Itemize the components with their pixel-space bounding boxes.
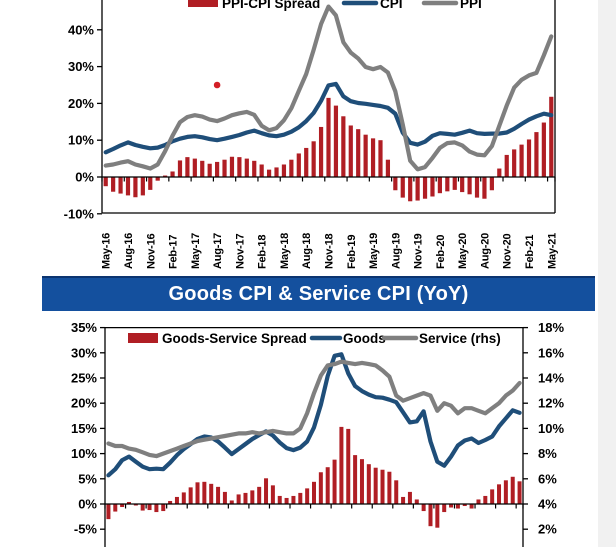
svg-text:-10%: -10%	[63, 206, 94, 222]
svg-text:Aug-18: Aug-18	[301, 232, 314, 269]
svg-text:Aug-20: Aug-20	[479, 232, 492, 269]
svg-text:-5%: -5%	[73, 521, 97, 537]
y-axis-right	[523, 320, 564, 537]
svg-text:Aug-16: Aug-16	[123, 232, 135, 269]
svg-text:May-17: May-17	[189, 232, 202, 269]
svg-text:8%: 8%	[538, 446, 557, 462]
svg-text:0%: 0%	[78, 496, 97, 512]
svg-text:Feb-18: Feb-18	[256, 234, 269, 269]
svg-text:12%: 12%	[538, 395, 565, 411]
svg-text:14%: 14%	[538, 370, 565, 386]
legend	[188, 0, 482, 11]
svg-text:Feb-19: Feb-19	[345, 234, 358, 269]
x-axis-labels	[101, 233, 559, 269]
svg-text:25%: 25%	[70, 370, 97, 386]
y-axis-left	[71, 320, 105, 537]
svg-text:CPI: CPI	[380, 0, 403, 11]
svg-text:Aug-17: Aug-17	[212, 232, 225, 269]
svg-text:May-20: May-20	[457, 232, 470, 269]
goods-service-chart	[0, 311, 616, 547]
svg-text:10%: 10%	[67, 132, 94, 148]
x-axis	[102, 177, 555, 182]
svg-text:PPI: PPI	[460, 0, 482, 11]
svg-text:40%: 40%	[67, 22, 94, 38]
svg-text:6%: 6%	[538, 471, 557, 487]
plot-border	[105, 328, 523, 547]
chart-title-banner	[42, 276, 595, 311]
svg-text:Goods: Goods	[343, 331, 386, 346]
svg-text:5%: 5%	[78, 471, 97, 487]
svg-text:18%: 18%	[538, 320, 565, 336]
svg-text:Nov-17: Nov-17	[234, 233, 247, 269]
svg-text:Feb-21: Feb-21	[524, 234, 536, 269]
outlier-dot	[214, 82, 221, 89]
goods-service-chart-svg	[0, 311, 616, 547]
svg-text:Nov-16: Nov-16	[145, 233, 158, 269]
svg-text:Nov-19: Nov-19	[412, 233, 425, 269]
svg-text:Nov-18: Nov-18	[323, 233, 336, 269]
svg-text:Feb-20: Feb-20	[434, 234, 447, 269]
svg-text:Goods-Service Spread: Goods-Service Spread	[162, 331, 307, 346]
svg-text:16%: 16%	[538, 345, 565, 361]
svg-text:0%: 0%	[75, 169, 94, 185]
legend	[128, 331, 501, 346]
svg-text:30%: 30%	[67, 59, 94, 75]
chart-title: Goods CPI & Service CPI (YoY)	[168, 283, 469, 305]
svg-text:4%: 4%	[538, 496, 557, 512]
svg-text:15%: 15%	[70, 420, 97, 436]
svg-text:Nov-20: Nov-20	[501, 233, 514, 269]
svg-text:35%: 35%	[70, 320, 97, 336]
svg-text:May-16: May-16	[100, 232, 113, 269]
svg-text:Service (rhs): Service (rhs)	[419, 331, 501, 346]
svg-text:May-18: May-18	[278, 232, 291, 269]
svg-text:Aug-19: Aug-19	[390, 232, 403, 269]
y-axis-left	[64, 22, 102, 221]
svg-text:PPI-CPI Spread: PPI-CPI Spread	[222, 0, 321, 11]
svg-text:20%: 20%	[70, 395, 97, 411]
line-service-rhs-	[108, 362, 519, 457]
x-axis	[105, 504, 523, 509]
svg-text:20%: 20%	[67, 95, 94, 111]
svg-text:May-19: May-19	[368, 232, 381, 269]
svg-text:Feb-17: Feb-17	[167, 234, 180, 269]
svg-text:2%: 2%	[538, 521, 557, 537]
svg-text:May-21: May-21	[546, 232, 559, 269]
bars-ppi-cpi-spread	[104, 97, 554, 202]
svg-text:30%: 30%	[70, 345, 97, 361]
svg-text:10%: 10%	[538, 420, 565, 436]
svg-text:10%: 10%	[70, 446, 97, 462]
